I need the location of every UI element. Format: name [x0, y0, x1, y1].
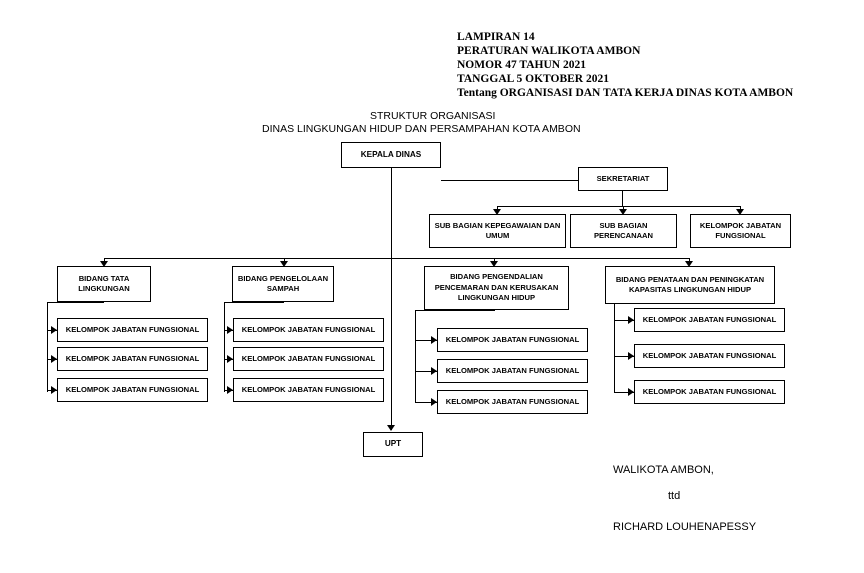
node-kelompok-jabatan-fungsional[interactable]: KELOMPOK JABATAN FUNGSIONAL	[634, 308, 785, 332]
node-bidang-pengendalian-pencemaran[interactable]: BIDANG PENGENDALIAN PENCEMARAN DAN KERUSAKAN LINGKUNGAN HIDUP	[424, 266, 569, 310]
node-sub-bagian-perencanaan[interactable]: SUB BAGIAN PERENCANAAN	[570, 214, 677, 248]
arrow-down-icon-upt	[387, 425, 395, 431]
node-kelompok-jabatan-fungsional[interactable]: KELOMPOK JABATAN FUNGSIONAL	[437, 328, 588, 352]
node-bidang-pengelolaan-sampah[interactable]: BIDANG PENGELOLAAN SAMPAH	[232, 266, 334, 302]
signature-jabatan: WALIKOTA AMBON,	[613, 464, 714, 476]
connector-bidang-4-spine	[614, 304, 615, 392]
node-kelompok-jabatan-fungsional[interactable]: KELOMPOK JABATAN FUNGSIONAL	[233, 347, 384, 371]
connector-bidang-1-spine-top	[47, 302, 104, 303]
connector-sekretariat-bus	[497, 206, 740, 207]
node-kelompok-jabatan-fungsional-sekretariat[interactable]: KELOMPOK JABATAN FUNGSIONAL	[690, 214, 791, 248]
node-kelompok-jabatan-fungsional[interactable]: KELOMPOK JABATAN FUNGSIONAL	[57, 347, 208, 371]
node-kelompok-jabatan-fungsional[interactable]: KELOMPOK JABATAN FUNGSIONAL	[233, 378, 384, 402]
node-bidang-tata-lingkungan[interactable]: BIDANG TATA LINGKUNGAN	[57, 266, 151, 302]
header-line-2: PERATURAN WALIKOTA AMBON	[457, 45, 641, 57]
node-kelompok-jabatan-fungsional[interactable]: KELOMPOK JABATAN FUNGSIONAL	[233, 318, 384, 342]
signature-ttd: ttd	[668, 490, 681, 502]
node-kelompok-jabatan-fungsional[interactable]: KELOMPOK JABATAN FUNGSIONAL	[57, 318, 208, 342]
node-kelompok-jabatan-fungsional[interactable]: KELOMPOK JABATAN FUNGSIONAL	[57, 378, 208, 402]
connector-bidang-bus	[104, 258, 689, 259]
node-kepala-dinas[interactable]: KEPALA DINAS	[341, 142, 441, 168]
node-kelompok-jabatan-fungsional[interactable]: KELOMPOK JABATAN FUNGSIONAL	[437, 359, 588, 383]
connector-bidang-3-spine-top	[415, 310, 495, 311]
node-upt[interactable]: UPT	[363, 432, 423, 457]
header-line-5: Tentang ORGANISASI DAN TATA KERJA DINAS KOTA AMBON	[457, 87, 794, 99]
header-line-1: LAMPIRAN 14	[457, 31, 535, 43]
header-line-3: NOMOR 47 TAHUN 2021	[457, 59, 586, 71]
node-bidang-penataan-peningkatan-kapasitas[interactable]: BIDANG PENATAAN DAN PENINGKATAN KAPASITAS LINGKUNGAN HIDUP	[605, 266, 775, 304]
signature-nama: RICHARD LOUHENAPESSY	[613, 521, 757, 533]
node-kelompok-jabatan-fungsional[interactable]: KELOMPOK JABATAN FUNGSIONAL	[634, 380, 785, 404]
chart-title-line-2: DINAS LINGKUNGAN HIDUP DAN PERSAMPAHAN KOTA AMBON	[262, 123, 581, 135]
header-line-4: TANGGAL 5 OKTOBER 2021	[457, 73, 609, 85]
connector-sekretariat-down	[622, 191, 623, 206]
node-sub-bagian-kepegawaian-dan-umum[interactable]: SUB BAGIAN KEPEGAWAIAN DAN UMUM	[429, 214, 566, 248]
node-kelompok-jabatan-fungsional[interactable]: KELOMPOK JABATAN FUNGSIONAL	[437, 390, 588, 414]
connector-kepala-spine	[391, 168, 392, 430]
connector-bidang-1-spine	[47, 302, 48, 392]
connector-bidang-2-spine	[224, 302, 225, 392]
node-sekretariat[interactable]: SEKRETARIAT	[578, 167, 668, 191]
node-kelompok-jabatan-fungsional[interactable]: KELOMPOK JABATAN FUNGSIONAL	[634, 344, 785, 368]
chart-title-line-1: STRUKTUR ORGANISASI	[370, 110, 496, 122]
connector-bidang-3-spine	[415, 310, 416, 403]
connector-bidang-2-spine-top	[224, 302, 284, 303]
